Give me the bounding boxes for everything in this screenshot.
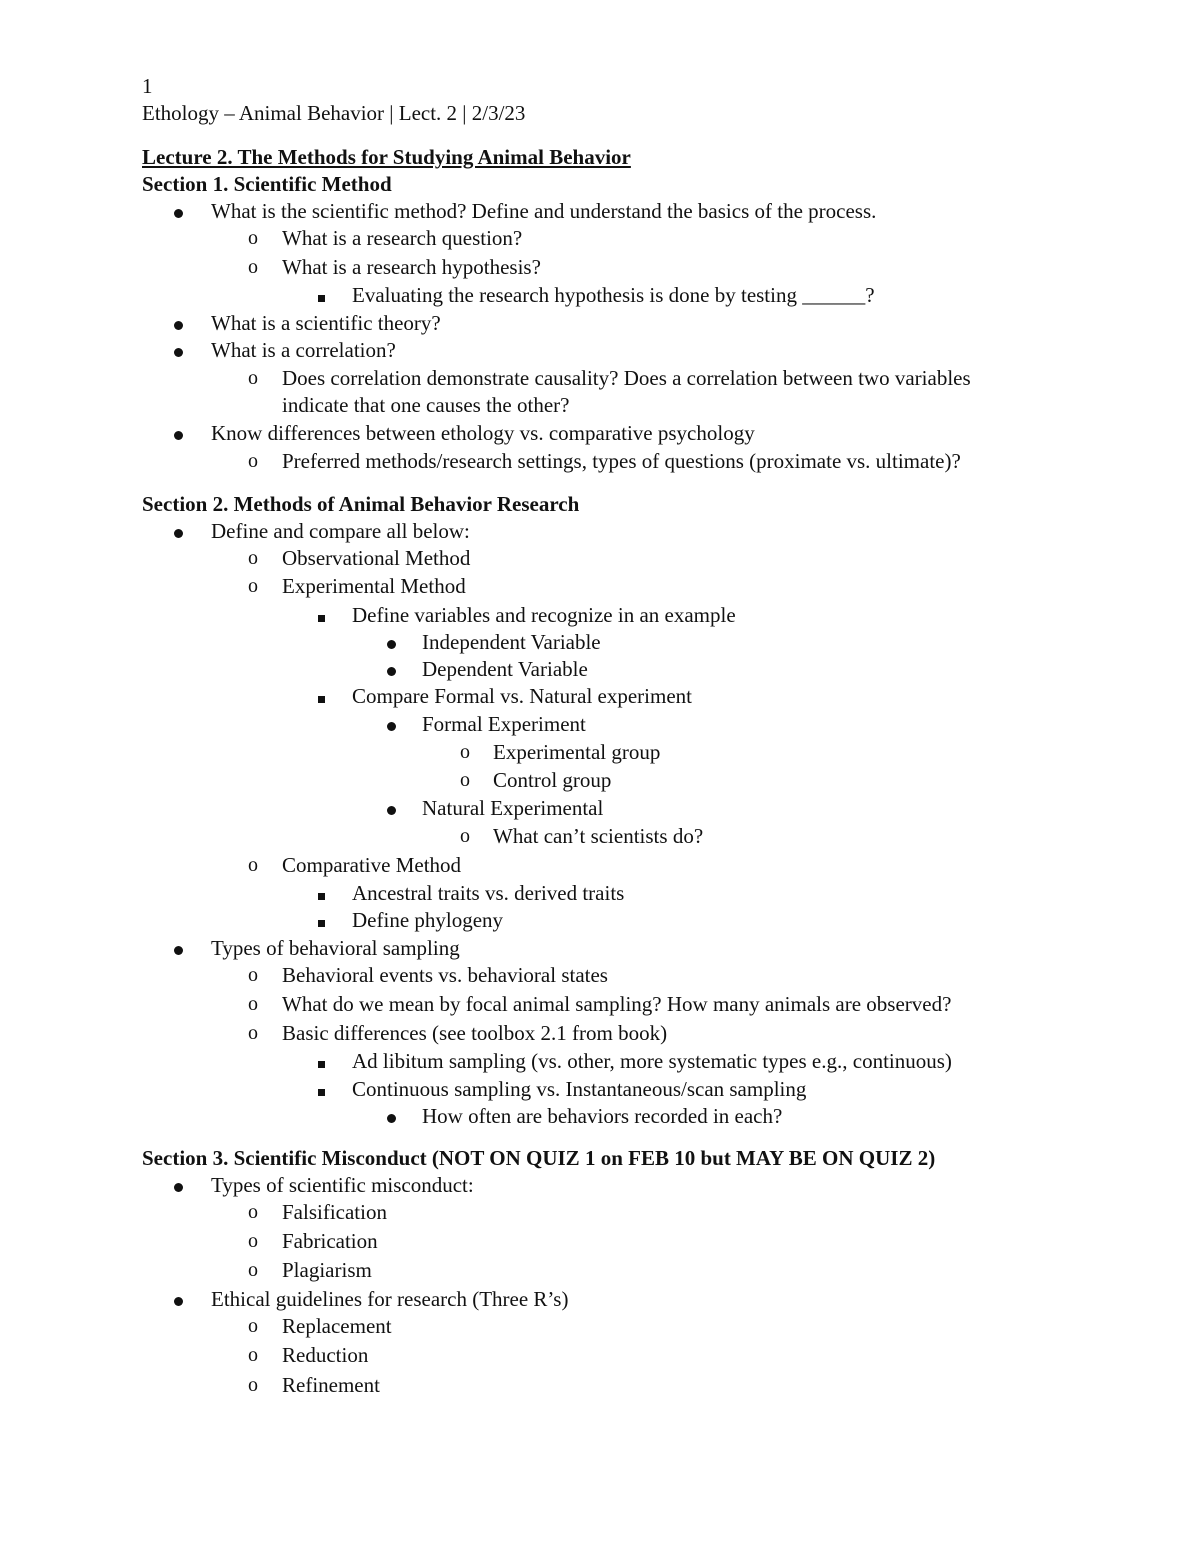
list-item: Types of behavioral sampling (0, 936, 1200, 964)
bullet-circle-icon: o (248, 964, 258, 986)
list-item: o Plagiarism (248, 1258, 372, 1282)
bullet-square-icon (318, 1049, 346, 1074)
list-item: o What can’t scientists do? (460, 824, 704, 848)
bullet-circle-icon: o (460, 825, 470, 847)
bullet-circle-icon: o (460, 769, 470, 791)
list-item: o Control group (460, 768, 612, 792)
list-item: o Replacement (248, 1314, 392, 1338)
bullet-circle-icon: o (248, 450, 258, 472)
list-item: o What is a research hypothesis? (248, 255, 541, 279)
list-item: o Experimental Method (248, 574, 466, 598)
list-item: Know differences between ethology vs. comparative psychology (0, 421, 1200, 449)
bullet-circle-icon: o (248, 1022, 258, 1044)
section-1-title: Section 1. Scientific Method (142, 172, 392, 196)
bullet-circle-icon: o (248, 1374, 258, 1396)
bullet-square-icon (318, 603, 346, 628)
list-item: o Does correlation demonstrate causality? Does a correlation between two variables (248, 366, 971, 390)
list-item: o Preferred methods/research settings, types of questions (proximate vs. ultimate)? (248, 449, 961, 473)
course-header: Ethology – Animal Behavior | Lect. 2 | 2/3/23 (142, 101, 526, 125)
bullet-circle-icon: o (248, 1315, 258, 1337)
bullet-circle-icon: o (248, 1344, 258, 1366)
list-item-continuation: indicate that one causes the other? (282, 393, 570, 417)
list-item: Formal Experiment (0, 712, 1200, 740)
list-item: o Experimental group (460, 740, 661, 764)
bullet-circle-icon: o (248, 367, 258, 389)
bullet-circle-icon: o (248, 1201, 258, 1223)
bullet-disc-icon (387, 1104, 415, 1129)
list-item: Ethical guidelines for research (Three R’s) (0, 1287, 1200, 1315)
list-item: Natural Experimental (0, 796, 1200, 824)
list-item: o Reduction (248, 1343, 369, 1367)
bullet-disc-icon (387, 630, 415, 655)
bullet-circle-icon: o (248, 575, 258, 597)
bullet-disc-icon (174, 199, 202, 224)
list-item: o Basic differences (see toolbox 2.1 from book) (248, 1021, 668, 1045)
section-3-title: Section 3. Scientific Misconduct (NOT ON QUIZ 1 on FEB 10 but MAY BE ON QUIZ 2) (142, 1146, 936, 1170)
list-item: Ancestral traits vs. derived traits (0, 881, 1200, 909)
list-item: What is a correlation? (0, 338, 1200, 366)
bullet-disc-icon (174, 936, 202, 961)
list-item: o Comparative Method (248, 853, 462, 877)
list-item: Evaluating the research hypothesis is done by testing ______? (0, 283, 1200, 311)
bullet-circle-icon: o (248, 1230, 258, 1252)
bullet-square-icon (318, 908, 346, 933)
bullet-square-icon (318, 684, 346, 709)
list-item: How often are behaviors recorded in each? (0, 1104, 1200, 1132)
section-2-title: Section 2. Methods of Animal Behavior Research (142, 492, 580, 516)
bullet-square-icon (318, 283, 346, 308)
bullet-disc-icon (387, 712, 415, 737)
bullet-circle-icon: o (248, 256, 258, 278)
bullet-square-icon (318, 1077, 346, 1102)
list-item: o Refinement (248, 1373, 380, 1397)
list-item: Define variables and recognize in an example (0, 603, 1200, 631)
list-item: o What is a research question? (248, 226, 523, 250)
list-item: o Behavioral events vs. behavioral states (248, 963, 608, 987)
list-item: Independent Variable (0, 630, 1200, 658)
bullet-disc-icon (387, 657, 415, 682)
bullet-disc-icon (174, 311, 202, 336)
bullet-disc-icon (174, 519, 202, 544)
list-item: Types of scientific misconduct: (0, 1173, 1200, 1201)
list-item: Compare Formal vs. Natural experiment (0, 684, 1200, 712)
list-item: o Falsification (248, 1200, 387, 1224)
bullet-circle-icon: o (248, 854, 258, 876)
bullet-circle-icon: o (248, 993, 258, 1015)
list-item: o What do we mean by focal animal sampling? How many animals are observed? (248, 992, 952, 1016)
bullet-circle-icon: o (248, 547, 258, 569)
page-number: 1 (142, 74, 153, 98)
bullet-square-icon (318, 881, 346, 906)
bullet-disc-icon (174, 338, 202, 363)
list-item: Dependent Variable (0, 657, 1200, 685)
list-item: o Fabrication (248, 1229, 378, 1253)
list-item: What is a scientific theory? (0, 311, 1200, 339)
list-item: What is the scientific method? Define and understand the basics of the process. (0, 199, 1200, 227)
bullet-disc-icon (174, 1173, 202, 1198)
list-item: Define and compare all below: (0, 519, 1200, 547)
bullet-circle-icon: o (248, 1259, 258, 1281)
bullet-disc-icon (174, 421, 202, 446)
bullet-disc-icon (174, 1287, 202, 1312)
bullet-circle-icon: o (460, 741, 470, 763)
list-item: o Observational Method (248, 546, 471, 570)
bullet-disc-icon (387, 796, 415, 821)
bullet-circle-icon: o (248, 227, 258, 249)
list-item: Define phylogeny (0, 908, 1200, 936)
lecture-title: Lecture 2. The Methods for Studying Animal Behavior (142, 145, 631, 169)
list-item: Continuous sampling vs. Instantaneous/scan sampling (0, 1077, 1200, 1105)
list-item: Ad libitum sampling (vs. other, more systematic types e.g., continuous) (0, 1049, 1200, 1077)
